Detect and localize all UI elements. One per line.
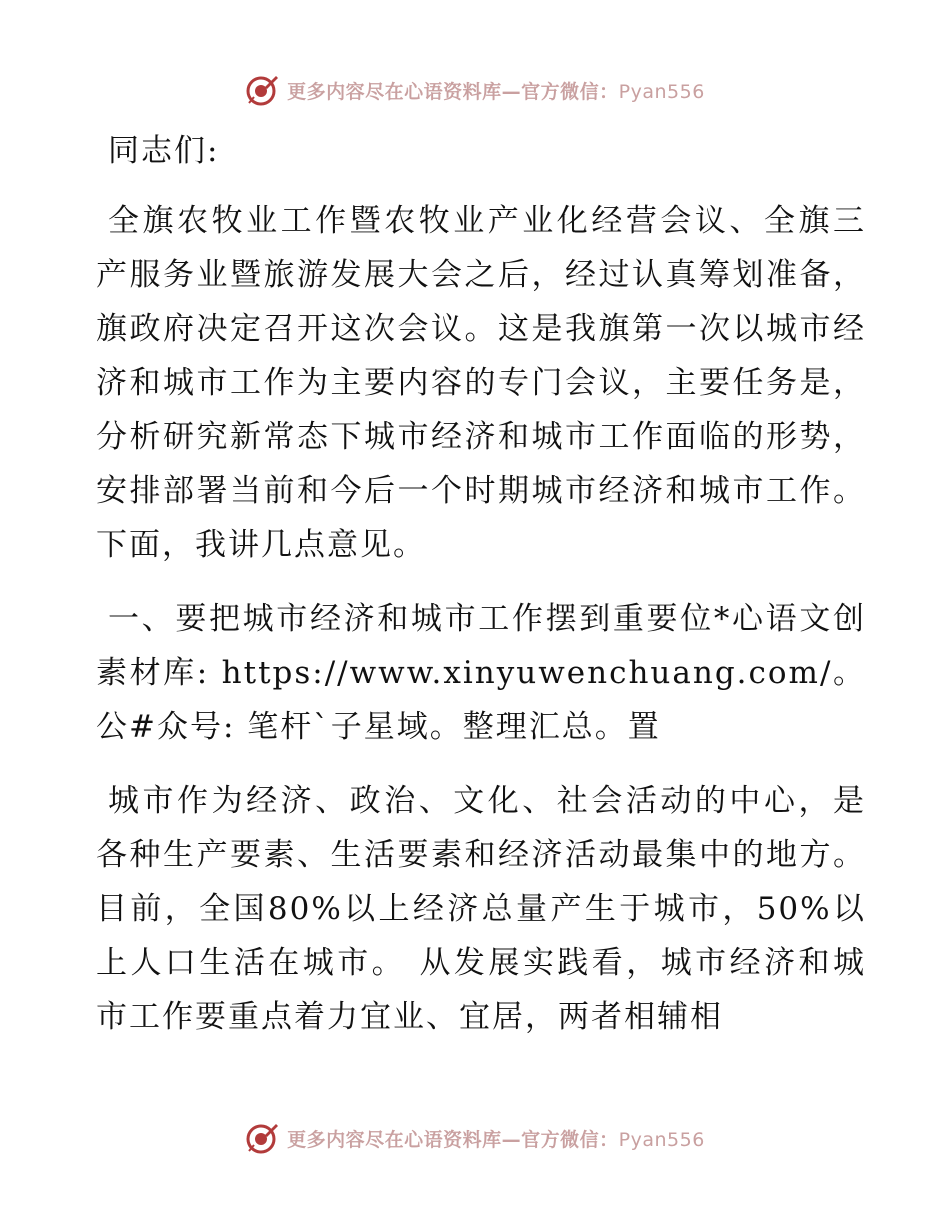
footer-watermark [0, 1118, 950, 1158]
salutation: 同志们: [108, 133, 220, 169]
watermark-wechat-id: Pyan556 [618, 1128, 705, 1151]
watermark-text: 更多内容尽在心语资料库—官方微信：Pyan556 [287, 1128, 705, 1151]
paragraph-intro: 全旗农牧业工作暨农牧业产业化经营会议、全旗三产服务业暨旅游发展大会之后，经过认真筹划准备，旗政府决定召开这次会议。这是我旗第一次以城市经济和城市工作为主要内容的专门会议，主要任务是，分析研究新常态下城市经济和城市工作面临的形势，安排部署当前和今后一个时期城市经济和城市工作。下面，我讲几点意见。 [96, 203, 866, 563]
paragraph-city-role: 城市作为经济、政治、文化、社会活动的中心，是各种生产要素、生活要素和经济活动最集中的地方。目前，全国80%以上经济总量产生于城市，50%以上人口生活在城市。 从发展实践看，城市经济和城市工作要重点着力宜业、宜居，两者相辅相 [96, 783, 866, 1035]
section-heading-1: 一、要把城市经济和城市工作摆到重要位*心语文创素材库: https://www.xinyuwenchuang.com/。公#众号: 笔杆`子星域。整理汇总。置 [96, 601, 866, 745]
document-body [96, 124, 866, 1044]
pen-logo-icon [245, 73, 279, 107]
watermark-wechat-id: Pyan556 [618, 80, 705, 103]
header-watermark [0, 70, 950, 110]
watermark-text: 更多内容尽在心语资料库—官方微信：Pyan556 [287, 80, 705, 103]
pen-logo-icon [245, 1121, 279, 1155]
